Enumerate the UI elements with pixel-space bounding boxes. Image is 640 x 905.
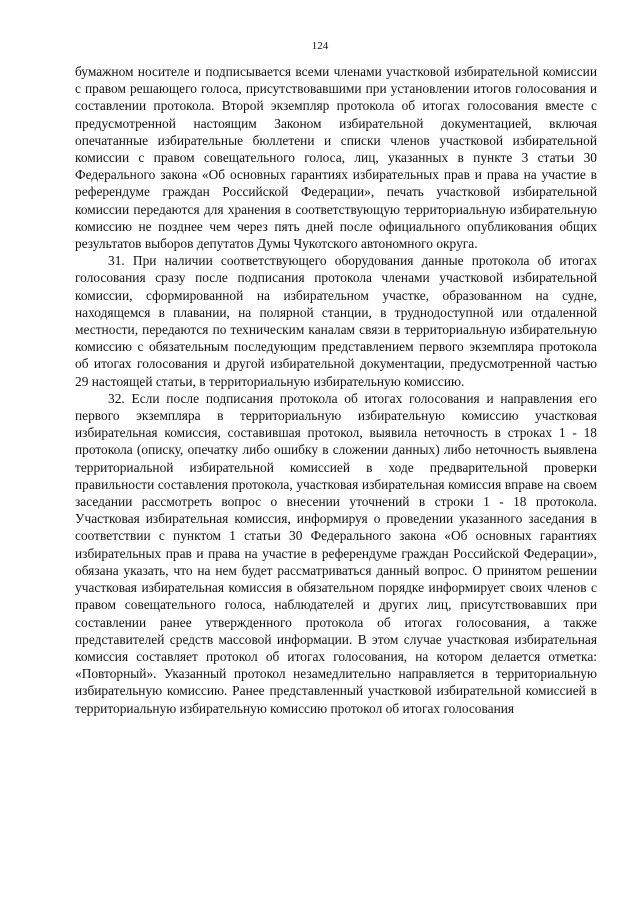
document-body (75, 63, 597, 717)
paragraph-31: 31. При наличии соответствующего оборудования данные протокола об итогах голосования сразу после подписания протокола членами участковой избирательной комиссии, сформированной на избирательном участке, образованном на судне, находящемся в плавании, на полярной станции, в труднодоступной или отдаленной местности, передаются по техническим каналам связи в территориальную избирательную комиссию с обязательным последующим представлением первого экземпляра протокола об итогах голосования и другой избирательной документации, предусмотренной частью 29 настоящей статьи, в территориальную избирательную комиссию. (75, 253, 597, 389)
paragraph-32: 32. Если после подписания протокола об итогах голосования и направления его первого экземпляра в территориальную избирательную комиссию участковая избирательная комиссия, составившая протокол, выявила неточность в строках 1 - 18 протокола (описку, опечатку либо ошибку в сложении данных) либо неточность выявлена территориальной избирательной комиссией в ходе предварительной проверки правильности составления протокола, участковая избирательная комиссия вправе на своем заседании рассмотреть вопрос о внесении уточнений в строки 1 - 18 протокола. Участковая избирательная комиссия, информируя о проведении указанного заседания в соответствии с пунктом 1 статьи 30 Федерального закона «Об основных гарантиях избирательных прав и права на участие в референдуме граждан Российской Федерации», обязана указать, что на нем будет рассматриваться данный вопрос. О принятом решении участковая избирательная комиссия в обязательном порядке информирует своих членов с правом совещательного голоса, наблюдателей и других лиц, присутствовавших при составлении ранее утвержденного протокола об итогах голосования, а также представителей средств массовой информации. В этом случае участковая избирательная комиссия составляет протокол об итогах голосования, на котором делается отметка: «Повторный». Указанный протокол незамедлительно направляется в территориальную избирательную комиссию. Ранее представленный участковой избирательной комиссией в территориальную избирательную комиссию протокол об итогах голосования (75, 390, 597, 716)
paragraph-continued: бумажном носителе и подписывается всеми членами участковой избирательной комиссии с правом решающего голоса, присутствовавшими при установлении итогов голосования и составлении протокола. Второй экземпляр протокола об итогах голосования вместе с предусмотренной настоящим Законом избирательной документацией, включая опечатанные избирательные бюллетени и списки членов участковой избирательной комиссии с правом совещательного голоса, лиц, указанных в пункте 3 статьи 30 Федерального закона «Об основных гарантиях избирательных прав и права на участие в референдуме граждан Российской Федерации», печать участковой избирательной комиссии передаются для хранения в соответствующую территориальную избирательную комиссию не позднее чем через пять дней после официального опубликования общих результатов выборов депутатов Думы Чукотского автономного округа. (75, 64, 597, 252)
page-number: 124 (311, 40, 329, 52)
